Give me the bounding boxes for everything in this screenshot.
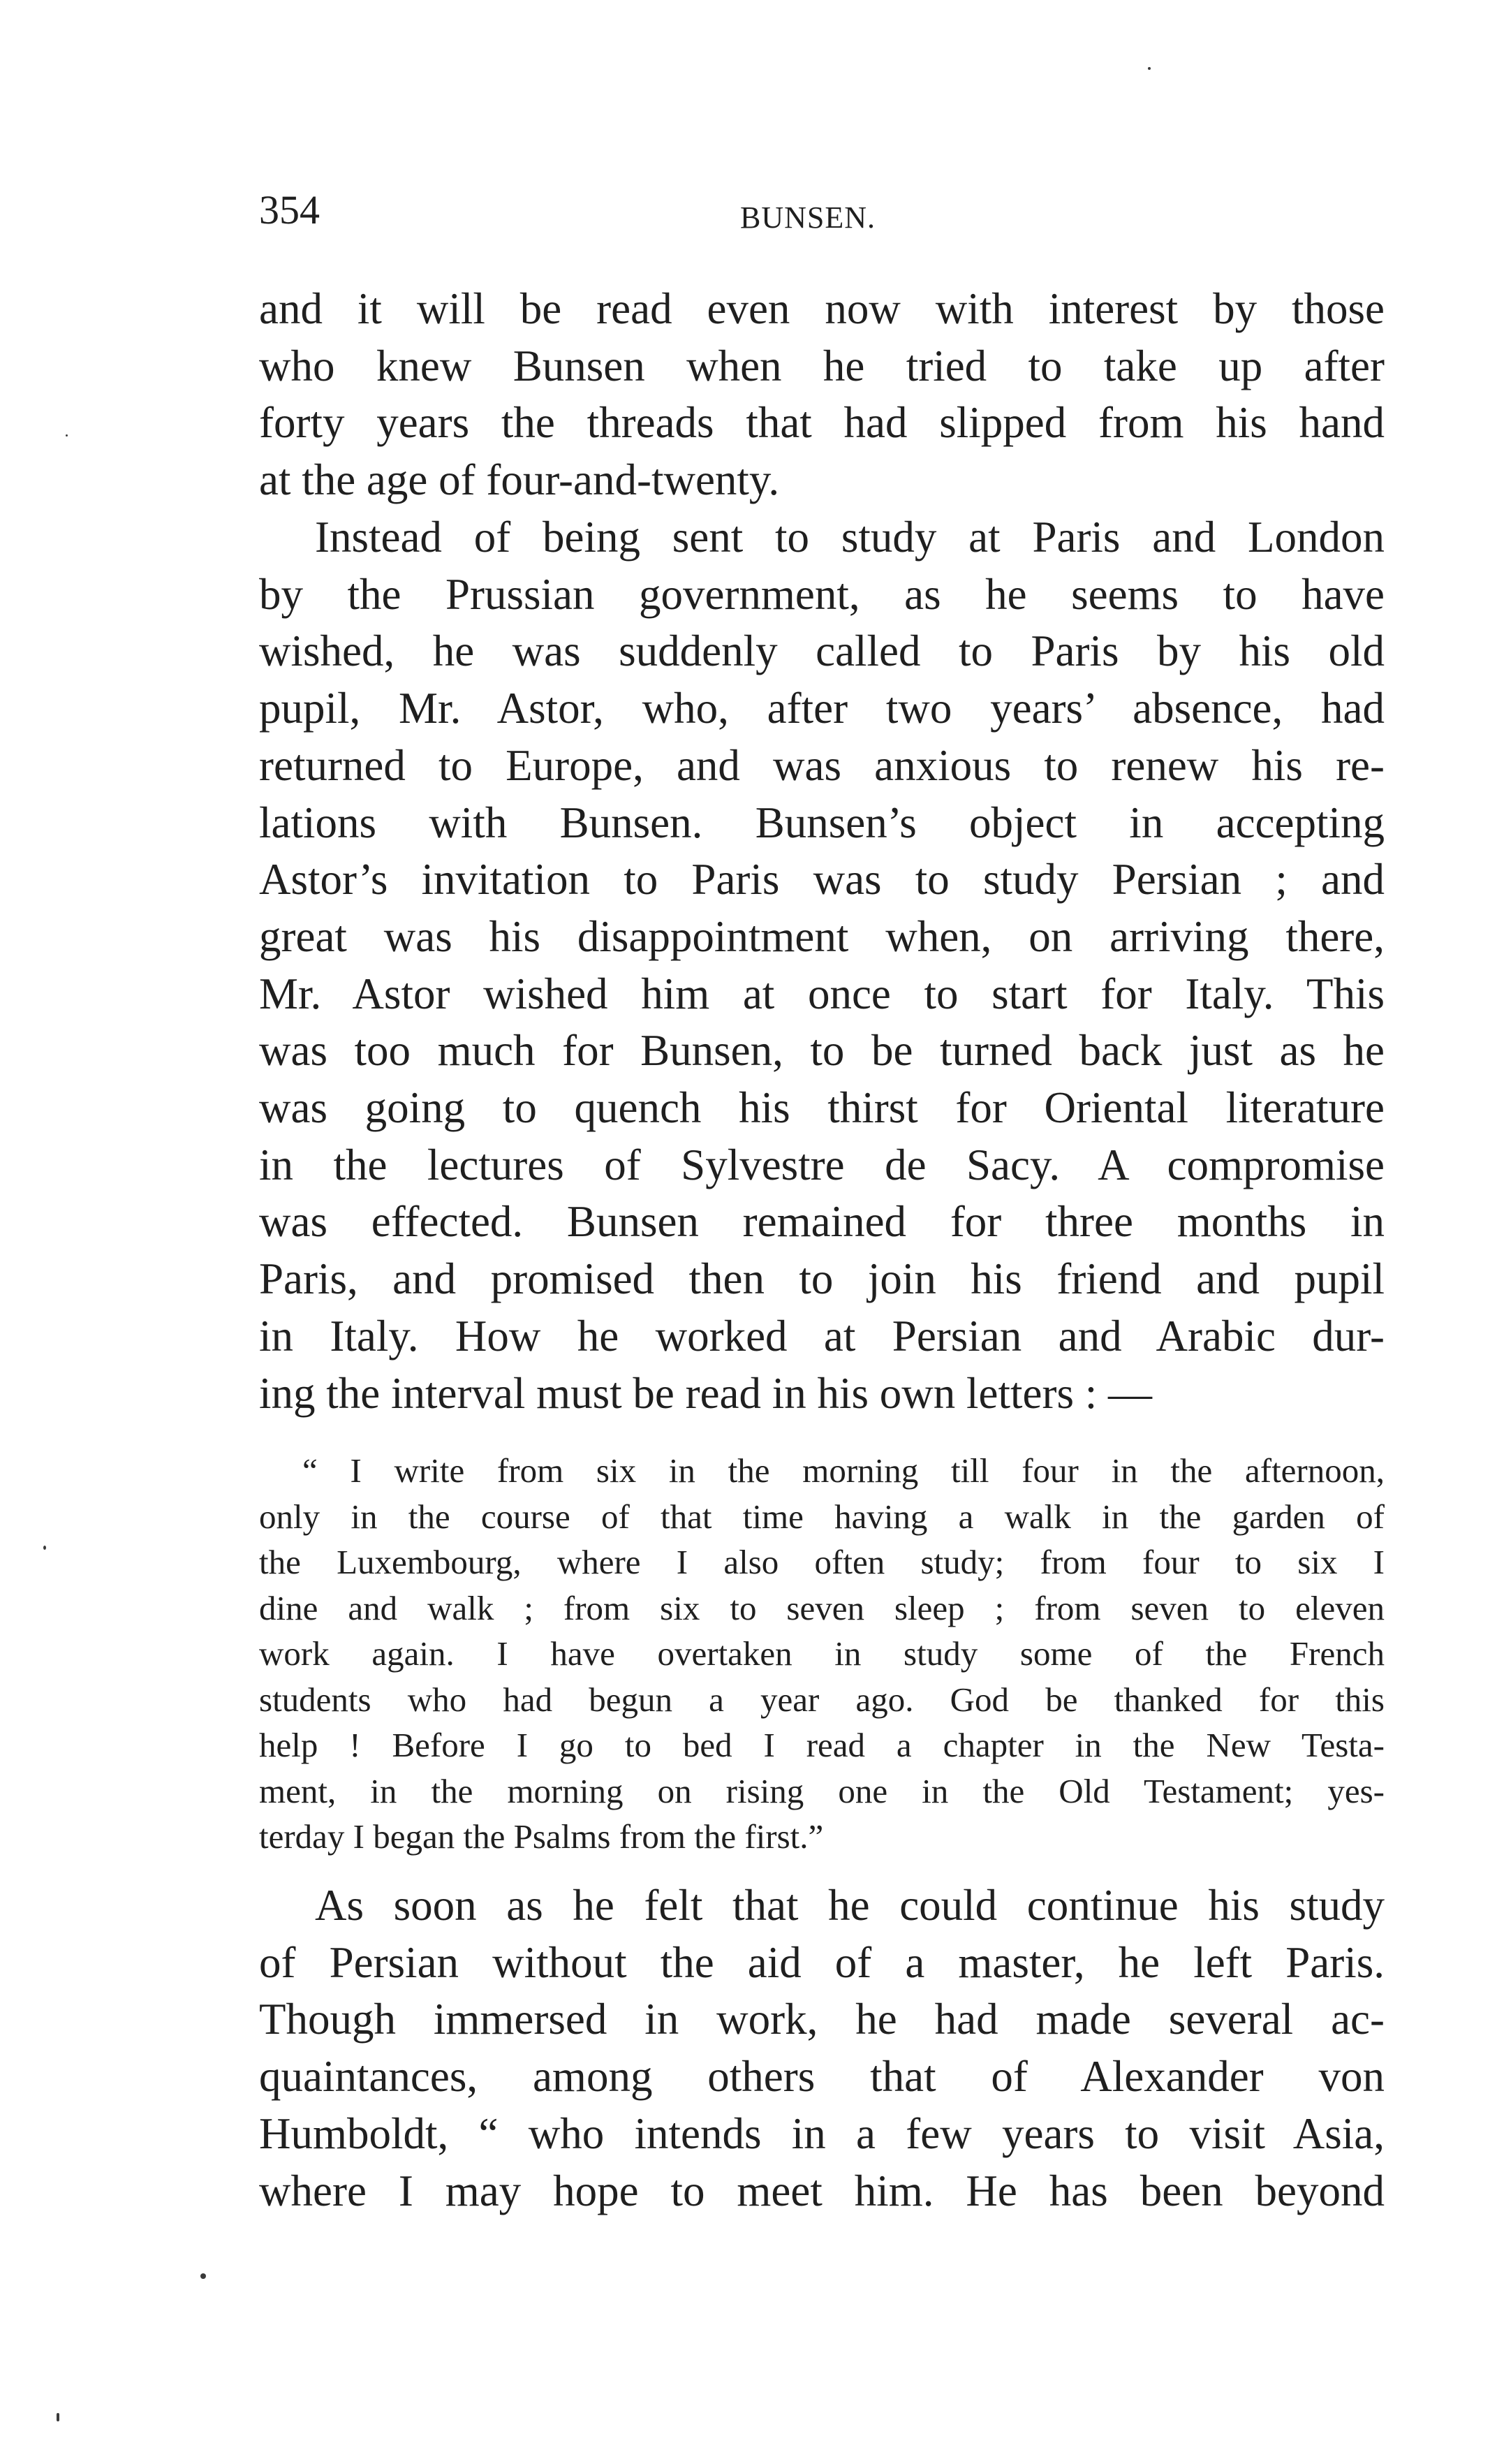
text-line: was too much for Bunsen, to be turned back just as he bbox=[259, 1026, 1385, 1076]
text-line: was going to quench his thirst for Oriental literature bbox=[259, 1083, 1385, 1133]
text-line: was effected. Bunsen remained for three months in bbox=[259, 1197, 1385, 1247]
text-line: in Italy. How he worked at Persian and Arabic dur- bbox=[259, 1311, 1385, 1361]
paper-speck bbox=[66, 434, 68, 437]
text-line: As soon as he felt that he could continue his study bbox=[315, 1881, 1385, 1930]
text-line: forty years the threads that had slipped from his hand bbox=[259, 398, 1385, 448]
text-line: by the Prussian government, as he seems to have bbox=[259, 569, 1385, 619]
text-line: Mr. Astor wished him at once to start for Italy. This bbox=[259, 969, 1385, 1018]
paper-speck bbox=[1148, 67, 1151, 70]
paper-speck bbox=[43, 1546, 46, 1550]
paragraph-left-paris bbox=[259, 1877, 1385, 2220]
paper-speck bbox=[200, 2273, 206, 2279]
page-number: 354 bbox=[259, 187, 320, 233]
text-line: in the lectures of Sylvestre de Sacy. A compromise bbox=[259, 1140, 1385, 1189]
text-line: pupil, Mr. Astor, who, after two years’ absence, had bbox=[259, 684, 1385, 733]
text-line: Instead of being sent to study at Paris and London bbox=[315, 513, 1385, 562]
quote-line: terday I began the Psalms from the first.” bbox=[259, 1817, 824, 1856]
text-line: wished, he was suddenly called to Paris by his old bbox=[259, 626, 1385, 676]
quote-line: ment, in the morning on rising one in the Old Testament; yes- bbox=[259, 1771, 1385, 1810]
text-line: great was his disappointment when, on arriving there, bbox=[259, 911, 1385, 961]
block-quotation bbox=[259, 1448, 1385, 1860]
text-line: returned to Europe, and was anxious to renew his re- bbox=[259, 740, 1385, 790]
text-line: of Persian without the aid of a master, he left Paris. bbox=[259, 1937, 1385, 1987]
text-line: lations with Bunsen. Bunsen’s object in accepting bbox=[259, 798, 1385, 847]
text-line: Paris, and promised then to join his friend and pupil bbox=[259, 1254, 1385, 1304]
quote-line: students who had begun a year ago. God be thanked for this bbox=[259, 1680, 1385, 1719]
text-line: quaintances, among others that of Alexander von bbox=[259, 2052, 1385, 2102]
text-line: at the age of four-and-twenty. bbox=[259, 455, 780, 505]
paper-speck bbox=[57, 2413, 59, 2421]
paragraph-paris-visit bbox=[259, 509, 1385, 1422]
quote-line: help ! Before I go to bed I read a chapter in the New Testa- bbox=[259, 1726, 1385, 1764]
text-line: where I may hope to meet him. He has been beyond bbox=[259, 2166, 1385, 2215]
quote-line: dine and walk ; from six to seven sleep ; from seven to eleven bbox=[259, 1588, 1385, 1627]
text-line: who knew Bunsen when he tried to take up after bbox=[259, 341, 1385, 390]
quote-line: “ I write from six in the morning till four in the afternoon, bbox=[302, 1451, 1385, 1490]
text-line: Humboldt, “ who intends in a few years to visit Asia, bbox=[259, 2109, 1385, 2158]
text-line: ing the interval must be read in his own letters : — bbox=[259, 1368, 1152, 1418]
text-line: Though immersed in work, he had made several ac- bbox=[259, 1995, 1385, 2044]
running-head: BUNSEN. bbox=[740, 200, 876, 235]
quote-line: only in the course of that time having a walk in the garden of bbox=[259, 1497, 1385, 1536]
text-line: and it will be read even now with interest by those bbox=[259, 284, 1385, 333]
quote-line: work again. I have overtaken in study some of the French bbox=[259, 1634, 1385, 1673]
quote-line: the Luxembourg, where I also often study; from four to six I bbox=[259, 1543, 1385, 1581]
paragraph-continued bbox=[259, 281, 1385, 509]
text-line: Astor’s invitation to Paris was to study Persian ; and bbox=[259, 855, 1385, 904]
